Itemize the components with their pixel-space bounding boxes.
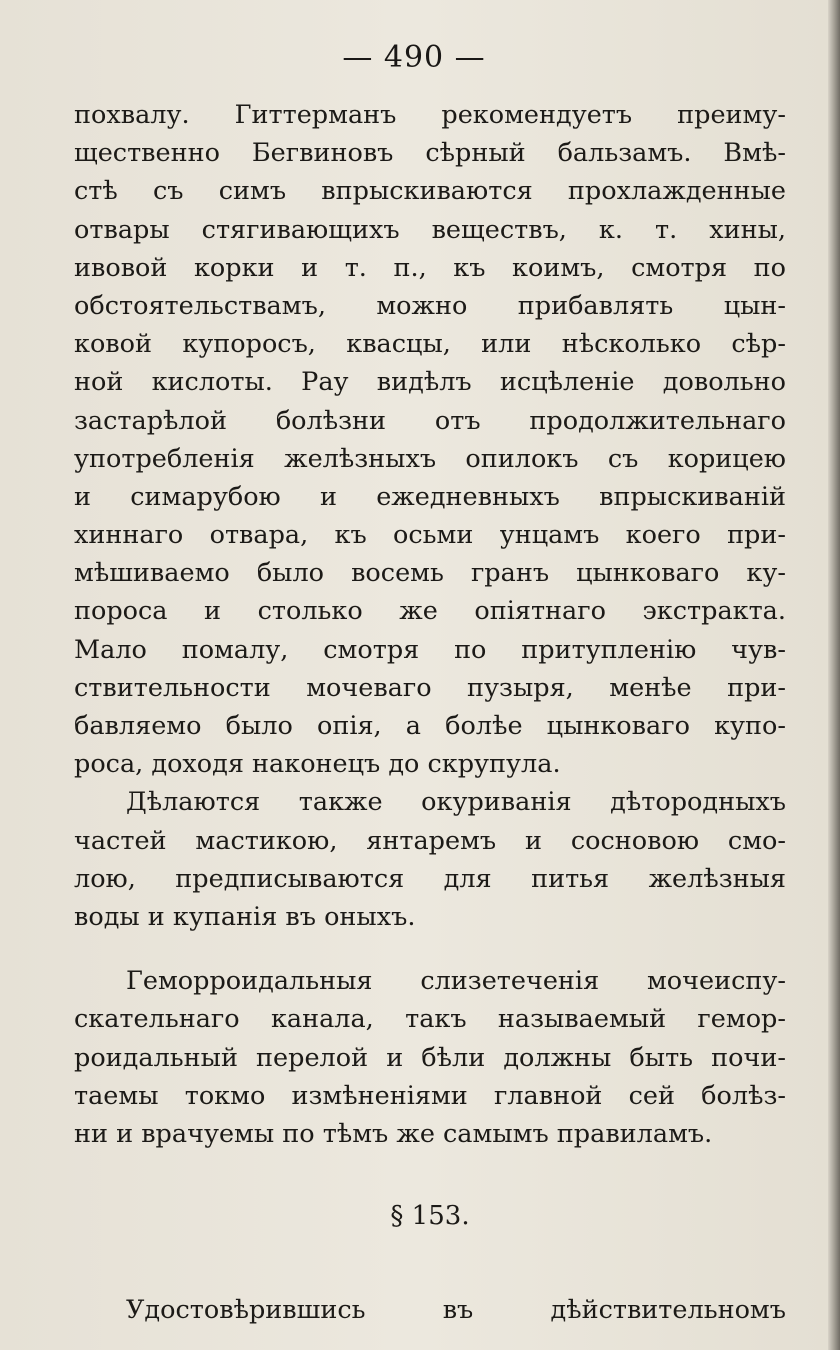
text-line: хиннаго отвара, къ осьми унцамъ коего при- [74,520,786,551]
text-line: Мало помалу, смотря по притупленію чув- [74,634,786,665]
text-line: роидальный перелой и бѣли должны быть почи- [74,1042,786,1073]
section-heading: § 153. [390,1201,470,1232]
text-line: обстоятельствамъ, можно прибавлять цын- [74,290,786,321]
text-line: скательнаго канала, такъ называемый гемор- [74,1004,786,1035]
text-line: мѣшиваемо было восемь гранъ цынковаго ку- [74,558,786,589]
text-line: стѣ съ симъ впрыскиваются прохлажденные [74,176,786,207]
text-line: Дѣлаются также окуриванія дѣтородныхъ [126,787,786,818]
book-gutter-shadow [828,0,840,1350]
text-line: лою, предписываются для питья желѣзныя [74,863,786,894]
text-line: ивовой корки и т. п., къ коимъ, смотря по [74,252,786,283]
text-line: Удостовѣрившись въ дѣйствительномъ [126,1295,786,1326]
text-line: отвары стягивающихъ веществъ, к. т. хины, [74,214,786,245]
text-line: похвалу. Гиттерманъ рекомендуетъ преиму- [74,100,786,130]
text-line: Геморроидальныя слизетеченія мочеиспу- [126,966,786,997]
page-number: — 490 — [342,40,486,75]
text-line: и симарубою и ежедневныхъ впрыскиваній [74,481,786,512]
text-line: ствительности мочеваго пузыря, менѣе при- [74,672,786,703]
text-line: пороса и столько же опіятнаго экстракта. [74,596,786,627]
text-line: застарѣлой болѣзни отъ продолжительнаго [74,405,786,436]
paragraph-2 [74,783,786,936]
text-line: таемы токмо измѣненіями главной сей болѣз- [74,1080,786,1111]
text-line: роса, доходя наконецъ до скрупула. [74,749,561,780]
paragraph-4 [74,1291,786,1329]
text-line: употребленія желѣзныхъ опилокъ съ корицею [74,443,786,474]
paragraph-3 [74,962,786,1153]
text-line: щественно Бегвиновъ сѣрный бальзамъ. Вмѣ- [74,138,786,169]
text-line: ни и врачуемы по тѣмъ же самымъ правиламъ. [74,1118,713,1149]
text-line: бавляемо было опія, а болѣе цынковаго купо- [74,711,786,741]
text-line: воды и купанія въ оныхъ. [74,901,416,932]
paragraph-gap [74,936,786,962]
text-line: ковой купоросъ, квасцы, или нѣсколько сѣр- [74,329,786,360]
paragraph-1 [74,96,786,783]
body-text [74,96,786,1329]
text-line: частей мастикою, янтаремъ и сосновою смо- [74,825,786,856]
text-line: ной кислоты. Рау видѣлъ исцѣленіе довольно [74,367,786,398]
